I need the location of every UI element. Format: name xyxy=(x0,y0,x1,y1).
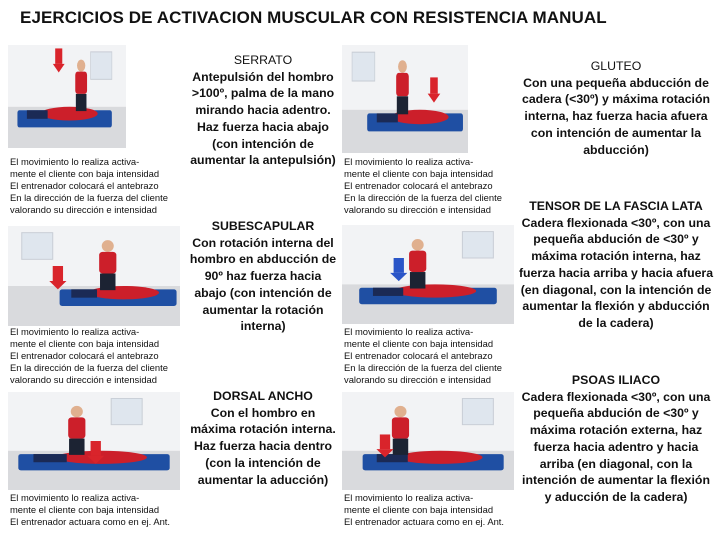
client-body xyxy=(89,286,159,299)
photo-tensor-fascia-lata xyxy=(342,225,514,324)
caption-psoas-iliaco: El movimiento lo realiza activa- mente el cliente con baja intensidad El entrenador actuara como en ej. Ant. xyxy=(344,492,504,527)
exercise-body: Antepulsión del hombro >100º, palma de la mano mirando hacia adentro. Haz fuerza hacia abajo (con intención de aumentar la antepulsión) xyxy=(190,69,336,168)
exercise-body: Con el hombro en máxima rotación interna. Haz fuerza hacia dentro (con la intención de aumentar la aducción) xyxy=(190,405,336,487)
exercise-body: Cadera flexionada <30º, con una pequeña abdución de <30º y máxima rotación externa, haz fuerza hacia adentro y hacia arriba (en diagonal, con la intención de aumentar la flexión y aducción de la cadera) xyxy=(521,389,711,504)
trainer-head xyxy=(71,406,83,417)
client-body xyxy=(41,107,98,121)
trainer-shirt xyxy=(396,73,409,96)
exercise-body: Con rotación interna del hombro en abducción de 90º haz fuerza hacia abajo (con intención de aumentar la rotación interna) xyxy=(189,235,337,334)
photo-subescapular xyxy=(8,226,180,326)
photo-serrato xyxy=(8,45,126,148)
trainer-shirt xyxy=(68,417,85,438)
client-legs xyxy=(33,454,66,462)
trainer-shirt xyxy=(409,251,426,272)
client-legs xyxy=(27,110,48,119)
trainer-head xyxy=(102,240,114,252)
arrow xyxy=(91,441,101,456)
trainer-legs xyxy=(100,274,115,291)
client-legs xyxy=(373,288,403,296)
exercise-body: Con una pequeña abducción de cadera (<30º) y máxima rotación interna, haz fuerza hacia afuera con intención de aumentar la abducción) xyxy=(521,75,710,157)
exercise-heading: TENSOR DE LA FASCIA LATA xyxy=(529,199,703,213)
trainer-legs xyxy=(76,94,87,111)
client-legs xyxy=(377,454,408,462)
window xyxy=(22,233,53,260)
window xyxy=(462,399,493,425)
exercise-tensor-fascia-lata xyxy=(518,198,714,332)
exercise-dorsal-ancho xyxy=(188,388,338,488)
photo-dorsal-ancho xyxy=(8,392,180,490)
window xyxy=(462,232,493,258)
trainer-legs xyxy=(393,439,408,455)
arrow xyxy=(394,258,404,273)
caption-subescapular: El movimiento lo realiza activa- mente el cliente con baja intensidad El entrenador colocará el antebrazo En la dirección de la fuerza del cliente valorando su dirección e intensidad xyxy=(10,326,168,385)
trainer-legs xyxy=(410,272,425,289)
exercise-gluteo xyxy=(520,58,712,158)
exercise-body: Cadera flexionada <30º, con una pequeña abdución de <30º y máxima rotación interna, haz fuerza hacia arriba y hacia afuera (en diagonal, con la intención de aumentar la flexión y abducción de la cadera) xyxy=(518,215,714,330)
caption-dorsal-ancho: El movimiento lo realiza activa- mente el cliente con baja intensidad El entrenador actuara como en ej. Ant. xyxy=(10,492,170,527)
arrow xyxy=(430,77,438,93)
exercise-psoas-iliaco xyxy=(518,372,714,506)
caption-serrato: El movimiento lo realiza activa- mente el cliente con baja intensidad El entrenador colocará el antebrazo En la dirección de la fuerza del cliente valorando su dirección e intensidad xyxy=(10,156,168,215)
exercise-subescapular xyxy=(188,218,338,335)
trainer-legs xyxy=(397,96,408,114)
caption-tensor-fascia-lata: El movimiento lo realiza activa- mente el cliente con baja intensidad El entrenador colocará el antebrazo En la dirección de la fuerza del cliente valorando su dirección e intensidad xyxy=(344,326,502,385)
trainer-shirt xyxy=(392,417,409,438)
exercise-heading: GLUTEO xyxy=(590,59,642,73)
exercise-heading: PSOAS ILIACO xyxy=(571,373,661,387)
exercise-heading: SERRATO xyxy=(233,53,293,67)
client-body xyxy=(398,451,483,464)
trainer-head xyxy=(412,239,424,251)
caption-gluteo: El movimiento lo realiza activa- mente el cliente con baja intensidad El entrenador colocará el antebrazo En la dirección de la fuerza del cliente valorando su dirección e intensidad xyxy=(344,156,502,215)
exercise-heading: DORSAL ANCHO xyxy=(213,389,313,403)
window xyxy=(91,52,112,79)
trainer-shirt xyxy=(99,252,116,274)
client-legs xyxy=(377,113,398,122)
photo-psoas-iliaco xyxy=(342,392,514,490)
trainer-legs xyxy=(69,439,84,455)
trainer-head xyxy=(394,406,406,417)
arrow xyxy=(53,266,63,281)
trainer-shirt xyxy=(75,72,87,94)
page-title: EJERCICIOS DE ACTIVACION MUSCULAR CON RESISTENCIA MANUAL xyxy=(20,8,607,27)
arrow xyxy=(55,48,62,63)
window xyxy=(352,52,375,81)
exercise-serrato xyxy=(188,52,338,169)
trainer-head xyxy=(398,60,407,73)
arrow xyxy=(380,434,390,449)
photo-gluteo xyxy=(342,45,468,153)
exercise-heading: SUBESCAPULAR xyxy=(211,219,315,233)
trainer-head xyxy=(77,60,85,72)
client-body xyxy=(394,284,477,297)
client-legs xyxy=(71,289,97,297)
window xyxy=(111,399,142,425)
